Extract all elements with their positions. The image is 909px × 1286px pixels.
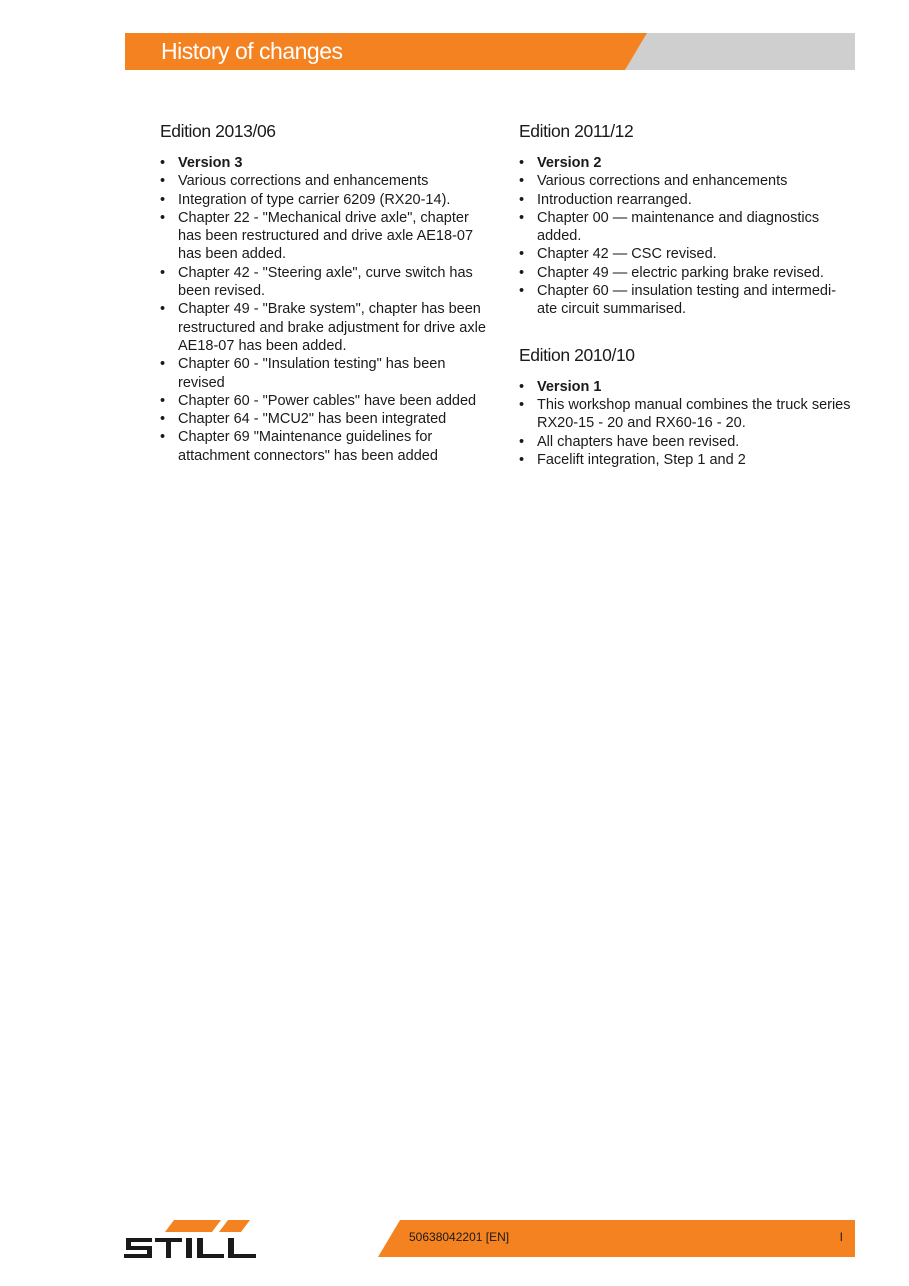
change-text: Chapter 60 — insulation testing and intermedi-ate circuit summarised. (537, 283, 837, 318)
edition-title: Edition 2010/10 (519, 344, 635, 365)
change-text: Chapter 69 "Maintenance guidelines for attachment connectors" has been added (178, 429, 438, 464)
bullet-icon: • (160, 429, 166, 446)
change-list-item (160, 392, 495, 410)
change-text: Various corrections and enhancements (178, 173, 429, 190)
change-text: Version 2 (537, 155, 602, 171)
left-column (160, 121, 495, 491)
page-title: History of changes (161, 38, 343, 64)
change-list-item (519, 282, 854, 319)
change-list-item (160, 172, 495, 190)
bullet-icon: • (160, 356, 166, 373)
bullet-icon: • (519, 209, 525, 226)
change-text: Chapter 64 - "MCU2" has been integrated (178, 411, 447, 428)
change-list-item (519, 209, 854, 246)
change-list-item (160, 428, 495, 465)
change-list-item (160, 410, 495, 428)
bullet-icon: • (160, 209, 166, 226)
bullet-icon: • (519, 451, 525, 468)
change-text: Chapter 42 - "Steering axle", curve switch has been revised. (178, 264, 473, 300)
change-list-item (519, 191, 854, 209)
change-text: Chapter 60 - "Power cables" have been added (178, 392, 477, 409)
bullet-icon: • (160, 173, 166, 190)
change-text: Chapter 22 - "Mechanical drive axle", chapter has been restructured and drive axle AE18-07 has been added. (178, 209, 474, 263)
change-text: All chapters have been revised. (537, 433, 740, 450)
change-text: Various corrections and enhancements (537, 173, 788, 190)
edition-title: Edition 2013/06 (160, 121, 276, 141)
bullet-icon: • (160, 155, 166, 171)
change-text: This workshop manual combines the truck series RX20-15 - 20 and RX60-16 - 20. (537, 396, 851, 432)
bullet-icon: • (160, 301, 166, 318)
header-bar (125, 33, 855, 70)
change-text: Integration of type carrier 6209 (RX20-14). (178, 191, 451, 208)
bullet-icon: • (519, 378, 525, 395)
change-list-item (519, 264, 854, 282)
edition-change-list (160, 154, 495, 465)
bullet-icon: • (160, 392, 166, 409)
bullet-icon: • (519, 155, 525, 171)
bullet-icon: • (519, 264, 525, 281)
bullet-icon: • (160, 191, 166, 208)
change-text: Chapter 60 - "Insulation testing" has been revised (178, 356, 446, 391)
change-list-item (519, 378, 854, 396)
change-text: Introduction rearranged. (537, 191, 692, 208)
change-list-item (160, 209, 495, 264)
change-text: Facelift integration, Step 1 and 2 (537, 451, 746, 468)
change-text: Version 3 (178, 155, 243, 171)
bullet-icon: • (160, 411, 166, 428)
bullet-icon: • (519, 246, 525, 263)
edition-title: Edition 2011/12 (519, 121, 634, 141)
change-list-item (519, 172, 854, 190)
change-text: Chapter 00 — maintenance and diagnostics added. (537, 209, 820, 245)
change-text: Version 1 (537, 378, 602, 395)
change-list-item (519, 433, 854, 451)
change-list-item (160, 264, 495, 301)
bullet-icon: • (519, 396, 525, 413)
change-text: Chapter 42 — CSC revised. (537, 246, 717, 263)
bullet-icon: • (160, 264, 166, 281)
footer-bar (378, 1220, 855, 1257)
change-list-item (160, 154, 495, 172)
change-text: Chapter 49 - "Brake system", chapter has been restructured and brake adjustment for drive axle AE18-07 has been added. (178, 301, 486, 354)
still-logo (124, 1220, 258, 1260)
still-logo-mark (124, 1220, 258, 1260)
page-number: I (839, 1230, 843, 1244)
right-column (519, 121, 854, 495)
bullet-icon: • (519, 173, 525, 190)
change-text: Chapter 49 — electric parking brake revised. (537, 264, 824, 281)
change-list-item (519, 245, 854, 263)
bullet-icon: • (519, 191, 525, 208)
bullet-icon: • (519, 283, 525, 300)
bullet-icon: • (519, 433, 525, 450)
edition-change-list (519, 154, 854, 319)
change-list-item (519, 154, 854, 172)
change-list-item (160, 355, 495, 392)
change-list-item (160, 300, 495, 355)
change-list-item (519, 451, 854, 469)
document-number: 50638042201 [EN] (409, 1230, 510, 1244)
edition-change-list (519, 378, 854, 469)
change-list-item (519, 396, 854, 433)
change-list-item (160, 191, 495, 209)
